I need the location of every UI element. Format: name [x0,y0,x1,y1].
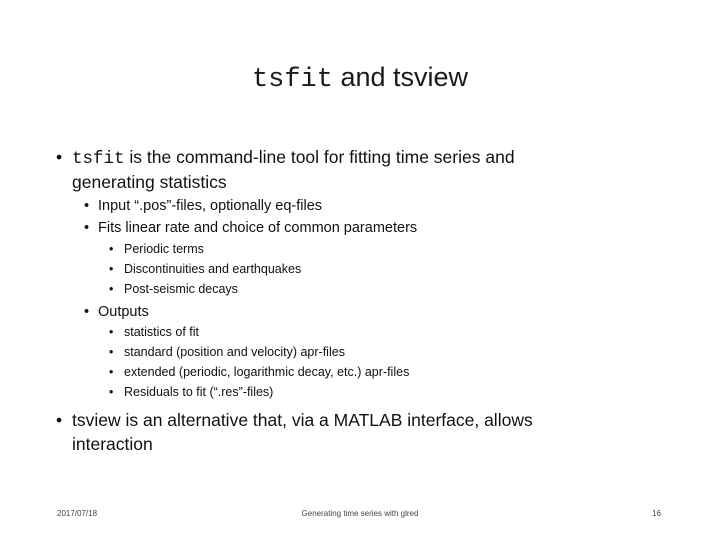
tsfit-line1: is the command-line tool for fitting time series and [124,147,515,167]
sub-bullet-fits: Fits linear rate and choice of common parameters [98,220,418,236]
sub2-postseismic: Post-seismic decays [124,282,238,296]
sub-bullet-input: Input “.pos”-files, optionally eq-files [98,198,323,214]
title-code: tsfit [251,65,333,95]
bullet-glyph: • [109,242,114,256]
bullet-glyph: • [56,410,63,430]
output-residuals: Residuals to fit (“.res”-files) [124,385,274,399]
bullet-glyph: • [84,304,90,320]
sub2-discontinuities: Discontinuities and earthquakes [124,262,302,276]
bullet-glyph: • [56,147,63,167]
output-standard: standard (position and velocity) apr-files [124,345,345,359]
bullet-glyph: • [109,282,114,296]
sub2-periodic: Periodic terms [124,242,204,256]
tsfit-line2: generating statistics [72,172,227,192]
bullet-glyph: • [109,345,114,359]
page-number: 16 [652,509,661,518]
title-rest: and tsview [332,62,469,92]
bullet-tsview: tsview is an alternative that, via a MATLAB interface, allows [72,410,533,430]
slide-title [0,62,720,95]
footer-date: 2017/07/18 [57,509,98,518]
bullet-glyph: • [84,220,90,236]
bullet-glyph: • [109,365,114,379]
bullet-glyph: • [109,325,114,339]
bullet-glyph: • [84,198,90,214]
output-stats: statistics of fit [124,325,200,339]
tsview-line2: interaction [72,434,153,454]
bullet-glyph: • [109,262,114,276]
sub-bullet-outputs: Outputs [98,304,149,320]
bullet-glyph: • [109,385,114,399]
footer-title: Generating time series with glred [301,509,419,518]
bullet-tsfit [72,146,515,171]
tsfit-code: tsfit [72,149,125,169]
output-extended: extended (periodic, logarithmic decay, etc.) apr-files [124,365,410,379]
